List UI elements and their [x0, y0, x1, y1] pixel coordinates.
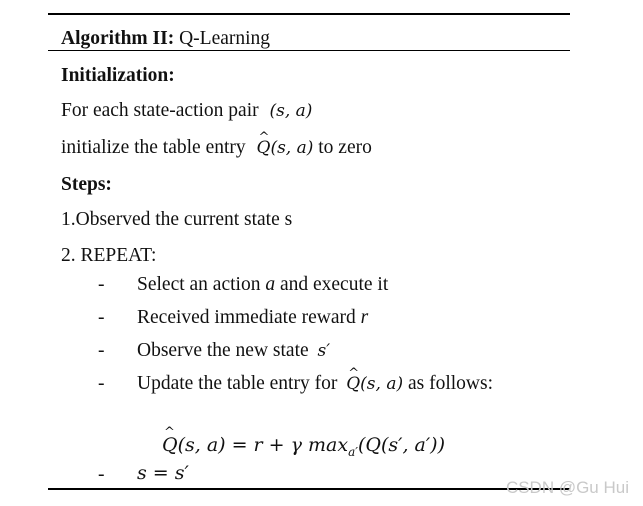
bullet-dash: - [98, 464, 105, 485]
bullet-dash: - [98, 274, 105, 295]
init-line-2-args: (s, a) [270, 138, 314, 158]
list-item-text-end: as follows: [403, 373, 494, 394]
list-item-var: a [265, 274, 276, 295]
formula-lhs-args: (s, a) [177, 434, 226, 456]
list-item-var: s′ [317, 341, 331, 361]
list-item [137, 341, 330, 361]
list-item [137, 275, 388, 295]
list-item [137, 308, 368, 328]
list-item-args: (s, a) [360, 374, 404, 394]
steps-heading: Steps: [61, 174, 112, 195]
q-hat-symbol: ^ Q [257, 140, 271, 157]
state-assignment: s = s′ [137, 462, 189, 484]
bullet-dash: - [98, 307, 105, 328]
init-line-1-text: For each state-action pair [61, 100, 259, 121]
bullet-dash: - [98, 340, 105, 361]
list-item-var: r [360, 307, 369, 328]
step-1: 1.Observed the current state s [61, 209, 293, 230]
list-item-text: Update the table entry for [137, 373, 343, 394]
init-line-2-text: initialize the table entry [61, 137, 246, 158]
q-hat-symbol: ^ Q [346, 376, 360, 393]
init-line-1-math: (s, a) [269, 101, 313, 121]
list-item-text-end: and execute it [275, 274, 389, 295]
algorithm-title-label: Algorithm II: [61, 28, 175, 49]
list-item [137, 374, 493, 394]
step-2: 2. REPEAT: [61, 245, 157, 266]
list-item-text: Select an action [137, 274, 266, 295]
initialization-heading: Initialization: [61, 65, 175, 86]
title-rule [48, 50, 570, 51]
init-line-1 [61, 101, 312, 121]
init-line-2 [61, 138, 372, 158]
init-line-2-end: to zero [313, 137, 372, 158]
formula-subscript: a′ [348, 444, 358, 459]
algorithm-title [61, 29, 270, 49]
q-hat-symbol: ^ Q [162, 434, 178, 456]
list-item-math [346, 374, 403, 394]
list-item-text: Received immediate reward [137, 307, 361, 328]
formula-middle: = r + γ max [225, 434, 349, 456]
watermark: CSDN @Gu Hui [505, 478, 629, 497]
algorithm-title-name: Q-Learning [174, 28, 271, 49]
formula-rhs: (Q(s′, a′)) [358, 434, 446, 456]
bullet-dash: - [98, 373, 105, 394]
update-formula [162, 434, 445, 459]
top-rule [48, 13, 570, 15]
list-item-text: Observe the new state [137, 340, 314, 361]
bottom-rule [48, 488, 570, 490]
init-line-2-math [257, 138, 314, 158]
